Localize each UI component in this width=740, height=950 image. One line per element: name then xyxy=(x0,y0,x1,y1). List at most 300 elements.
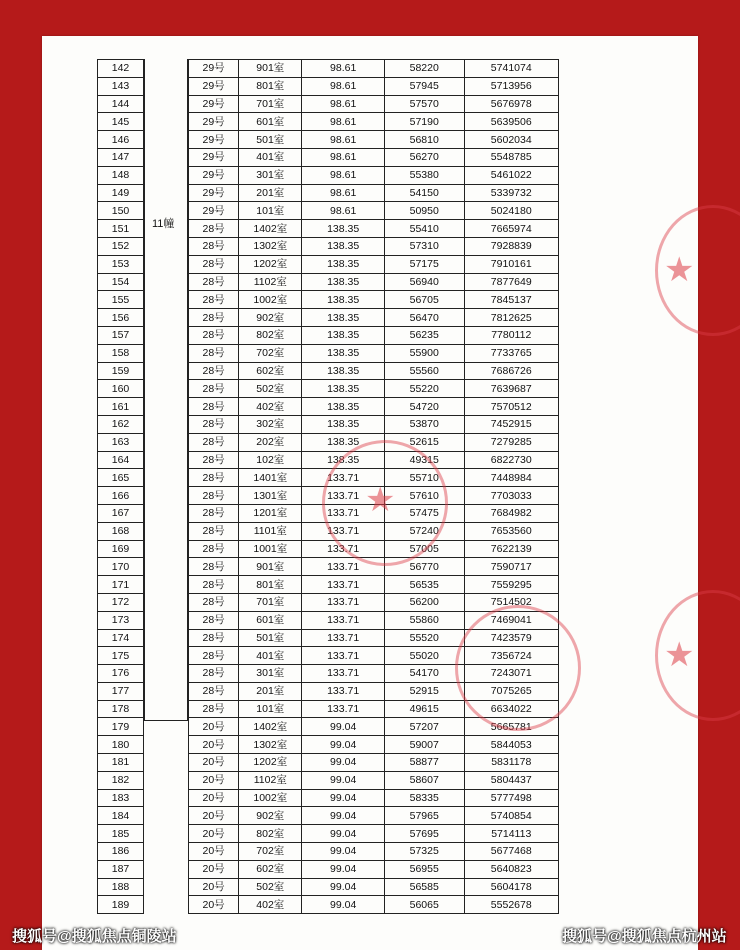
unit-cell: 29号 xyxy=(189,202,239,220)
area-cell: 133.71 xyxy=(302,540,385,558)
table-row xyxy=(98,807,144,825)
room-cell: 1101室 xyxy=(239,522,302,540)
room-cell: 802室 xyxy=(239,326,302,344)
seq-cell: 146 xyxy=(98,131,144,149)
room-cell: 801室 xyxy=(239,576,302,594)
room-cell: 702室 xyxy=(239,843,302,861)
unit-cell: 29号 xyxy=(189,77,239,95)
seq-cell: 189 xyxy=(98,896,144,914)
room-cell: 1302室 xyxy=(239,736,302,754)
total-price-cell: 6822730 xyxy=(464,451,559,469)
unit-cell: 28号 xyxy=(189,326,239,344)
total-price-cell: 7812625 xyxy=(464,309,559,327)
unit-price-cell: 57310 xyxy=(384,237,464,255)
seq-cell: 187 xyxy=(98,860,144,878)
table-row xyxy=(98,754,144,772)
room-cell: 201室 xyxy=(239,184,302,202)
total-price-cell: 7279285 xyxy=(464,433,559,451)
table-row xyxy=(98,77,144,95)
unit-cell: 28号 xyxy=(189,273,239,291)
unit-cell: 28号 xyxy=(189,237,239,255)
table-row xyxy=(189,380,559,398)
room-cell: 1302室 xyxy=(239,237,302,255)
total-price-cell: 7780112 xyxy=(464,326,559,344)
total-price-cell: 7684982 xyxy=(464,504,559,522)
unit-cell: 28号 xyxy=(189,451,239,469)
room-cell: 502室 xyxy=(239,380,302,398)
seq-cell: 172 xyxy=(98,593,144,611)
seq-cell: 159 xyxy=(98,362,144,380)
unit-cell: 28号 xyxy=(189,540,239,558)
area-cell: 99.04 xyxy=(302,754,385,772)
room-cell: 1002室 xyxy=(239,291,302,309)
seq-cell: 175 xyxy=(98,647,144,665)
area-cell: 133.71 xyxy=(302,665,385,683)
table-row xyxy=(98,273,144,291)
table-row xyxy=(98,255,144,273)
table-row xyxy=(189,754,559,772)
seq-cell: 155 xyxy=(98,291,144,309)
table-row xyxy=(189,237,559,255)
area-cell: 99.04 xyxy=(302,860,385,878)
unit-cell: 20号 xyxy=(189,807,239,825)
table-row xyxy=(98,220,144,238)
unit-cell: 28号 xyxy=(189,291,239,309)
seq-cell: 144 xyxy=(98,95,144,113)
area-cell: 98.61 xyxy=(302,60,385,78)
room-cell: 1202室 xyxy=(239,255,302,273)
area-cell: 133.71 xyxy=(302,682,385,700)
table-row xyxy=(98,682,144,700)
total-price-cell: 5804437 xyxy=(464,771,559,789)
table-row xyxy=(189,166,559,184)
area-cell: 99.04 xyxy=(302,896,385,914)
table-row xyxy=(98,291,144,309)
table-row xyxy=(98,344,144,362)
seq-cell: 165 xyxy=(98,469,144,487)
seq-cell: 188 xyxy=(98,878,144,896)
unit-cell: 29号 xyxy=(189,113,239,131)
unit-price-cell: 57005 xyxy=(384,540,464,558)
total-price-cell: 5602034 xyxy=(464,131,559,149)
table-row xyxy=(98,202,144,220)
unit-cell: 20号 xyxy=(189,860,239,878)
total-price-cell: 7356724 xyxy=(464,647,559,665)
area-cell: 133.71 xyxy=(302,522,385,540)
room-cell: 101室 xyxy=(239,700,302,718)
table-row xyxy=(189,220,559,238)
area-cell: 133.71 xyxy=(302,558,385,576)
table-row xyxy=(98,665,144,683)
total-price-cell: 7928839 xyxy=(464,237,559,255)
area-cell: 138.35 xyxy=(302,433,385,451)
unit-price-cell: 58607 xyxy=(384,771,464,789)
table-row xyxy=(98,95,144,113)
unit-cell: 28号 xyxy=(189,487,239,505)
room-cell: 501室 xyxy=(239,629,302,647)
unit-cell: 28号 xyxy=(189,415,239,433)
area-cell: 133.71 xyxy=(302,647,385,665)
area-cell: 138.35 xyxy=(302,220,385,238)
table-row xyxy=(189,771,559,789)
total-price-cell: 7452915 xyxy=(464,415,559,433)
room-cell: 501室 xyxy=(239,131,302,149)
unit-price-cell: 57207 xyxy=(384,718,464,736)
unit-cell: 28号 xyxy=(189,398,239,416)
table-row xyxy=(98,860,144,878)
room-cell: 502室 xyxy=(239,878,302,896)
area-cell: 133.71 xyxy=(302,593,385,611)
seq-cell: 160 xyxy=(98,380,144,398)
seq-cell: 163 xyxy=(98,433,144,451)
room-cell: 101室 xyxy=(239,202,302,220)
seq-cell: 157 xyxy=(98,326,144,344)
official-seal xyxy=(455,605,581,731)
total-price-cell: 5024180 xyxy=(464,202,559,220)
unit-cell: 28号 xyxy=(189,255,239,273)
total-price-cell: 6634022 xyxy=(464,700,559,718)
unit-price-cell: 55220 xyxy=(384,380,464,398)
table-row xyxy=(98,433,144,451)
room-cell: 201室 xyxy=(239,682,302,700)
area-cell: 138.35 xyxy=(302,309,385,327)
total-price-cell: 5741074 xyxy=(464,60,559,78)
unit-cell: 20号 xyxy=(189,771,239,789)
table-row xyxy=(189,878,559,896)
unit-cell: 28号 xyxy=(189,558,239,576)
unit-cell: 28号 xyxy=(189,647,239,665)
seq-cell: 150 xyxy=(98,202,144,220)
unit-cell: 20号 xyxy=(189,825,239,843)
unit-price-cell: 49615 xyxy=(384,700,464,718)
table-row xyxy=(98,237,144,255)
official-seal-partial: ★ xyxy=(655,205,740,336)
seq-cell: 142 xyxy=(98,60,144,78)
area-cell: 138.35 xyxy=(302,326,385,344)
total-price-cell: 7910161 xyxy=(464,255,559,273)
unit-cell: 28号 xyxy=(189,682,239,700)
table-row xyxy=(98,771,144,789)
total-price-cell: 5604178 xyxy=(464,878,559,896)
unit-cell: 28号 xyxy=(189,576,239,594)
room-cell: 901室 xyxy=(239,558,302,576)
unit-price-cell: 56065 xyxy=(384,896,464,914)
unit-price-cell: 55380 xyxy=(384,166,464,184)
table-row xyxy=(98,398,144,416)
area-cell: 98.61 xyxy=(302,148,385,166)
seq-cell: 151 xyxy=(98,220,144,238)
seq-cell: 167 xyxy=(98,504,144,522)
room-cell: 901室 xyxy=(239,60,302,78)
unit-price-cell: 56705 xyxy=(384,291,464,309)
unit-price-cell: 56955 xyxy=(384,860,464,878)
table-row xyxy=(189,131,559,149)
table-row xyxy=(98,843,144,861)
unit-price-cell: 57240 xyxy=(384,522,464,540)
total-price-cell: 7653560 xyxy=(464,522,559,540)
total-price-cell: 7877649 xyxy=(464,273,559,291)
table-row xyxy=(189,807,559,825)
seq-cell: 152 xyxy=(98,237,144,255)
area-cell: 98.61 xyxy=(302,202,385,220)
seq-cell: 168 xyxy=(98,522,144,540)
official-seal-partial: ★ xyxy=(655,590,740,721)
total-price-cell: 5844053 xyxy=(464,736,559,754)
seq-cell: 143 xyxy=(98,77,144,95)
table-row xyxy=(98,825,144,843)
unit-cell: 28号 xyxy=(189,380,239,398)
total-price-cell: 7703033 xyxy=(464,487,559,505)
unit-cell: 29号 xyxy=(189,95,239,113)
unit-price-cell: 56235 xyxy=(384,326,464,344)
unit-price-cell: 56770 xyxy=(384,558,464,576)
seq-cell: 169 xyxy=(98,540,144,558)
table-row xyxy=(189,825,559,843)
unit-cell: 20号 xyxy=(189,718,239,736)
table-row xyxy=(98,700,144,718)
room-cell: 1102室 xyxy=(239,273,302,291)
seq-cell: 180 xyxy=(98,736,144,754)
room-cell: 602室 xyxy=(239,362,302,380)
total-price-cell: 5639506 xyxy=(464,113,559,131)
unit-cell: 28号 xyxy=(189,362,239,380)
seq-cell: 148 xyxy=(98,166,144,184)
total-price-cell: 7423579 xyxy=(464,629,559,647)
unit-price-cell: 58335 xyxy=(384,789,464,807)
area-cell: 99.04 xyxy=(302,878,385,896)
area-cell: 99.04 xyxy=(302,771,385,789)
unit-cell: 28号 xyxy=(189,700,239,718)
unit-cell: 29号 xyxy=(189,184,239,202)
area-cell: 138.35 xyxy=(302,398,385,416)
table-row xyxy=(98,469,144,487)
unit-cell: 20号 xyxy=(189,896,239,914)
unit-cell: 28号 xyxy=(189,504,239,522)
table-row xyxy=(189,202,559,220)
room-cell: 902室 xyxy=(239,309,302,327)
total-price-cell: 7845137 xyxy=(464,291,559,309)
table-row xyxy=(98,504,144,522)
total-price-cell: 5777498 xyxy=(464,789,559,807)
unit-cell: 28号 xyxy=(189,665,239,683)
table-row xyxy=(98,60,144,78)
unit-price-cell: 55900 xyxy=(384,344,464,362)
table-row xyxy=(98,309,144,327)
unit-price-cell: 56810 xyxy=(384,131,464,149)
unit-price-cell: 52915 xyxy=(384,682,464,700)
unit-cell: 29号 xyxy=(189,166,239,184)
seq-cell: 162 xyxy=(98,415,144,433)
table-row xyxy=(189,326,559,344)
room-cell: 601室 xyxy=(239,113,302,131)
unit-cell: 28号 xyxy=(189,469,239,487)
room-cell: 601室 xyxy=(239,611,302,629)
area-cell: 99.04 xyxy=(302,825,385,843)
seq-cell: 184 xyxy=(98,807,144,825)
seq-cell: 145 xyxy=(98,113,144,131)
area-cell: 138.35 xyxy=(302,380,385,398)
table-row xyxy=(98,736,144,754)
unit-cell: 28号 xyxy=(189,344,239,362)
seq-cell: 179 xyxy=(98,718,144,736)
seq-cell: 170 xyxy=(98,558,144,576)
room-cell: 1102室 xyxy=(239,771,302,789)
room-cell: 1401室 xyxy=(239,469,302,487)
total-price-cell: 7448984 xyxy=(464,469,559,487)
table-row xyxy=(98,326,144,344)
area-cell: 98.61 xyxy=(302,131,385,149)
total-price-cell: 7469041 xyxy=(464,611,559,629)
room-cell: 401室 xyxy=(239,148,302,166)
seq-cell: 158 xyxy=(98,344,144,362)
unit-cell: 28号 xyxy=(189,220,239,238)
room-cell: 602室 xyxy=(239,860,302,878)
table-row xyxy=(189,184,559,202)
unit-cell: 20号 xyxy=(189,754,239,772)
building-label: 11幢 xyxy=(152,218,175,230)
table-row xyxy=(189,60,559,78)
watermark-left: 搜狐号@搜狐焦点铜陵站 xyxy=(12,928,177,945)
table-row xyxy=(189,344,559,362)
seq-cell: 173 xyxy=(98,611,144,629)
unit-price-cell: 56940 xyxy=(384,273,464,291)
unit-price-cell: 55520 xyxy=(384,629,464,647)
unit-cell: 29号 xyxy=(189,131,239,149)
table-row xyxy=(189,789,559,807)
room-cell: 402室 xyxy=(239,398,302,416)
unit-price-cell: 57325 xyxy=(384,843,464,861)
room-cell: 1301室 xyxy=(239,487,302,505)
seq-cell: 147 xyxy=(98,148,144,166)
total-price-cell: 5740854 xyxy=(464,807,559,825)
unit-price-cell: 54170 xyxy=(384,665,464,683)
unit-price-cell: 56535 xyxy=(384,576,464,594)
unit-price-cell: 56270 xyxy=(384,148,464,166)
area-cell: 133.71 xyxy=(302,504,385,522)
unit-cell: 28号 xyxy=(189,611,239,629)
table-row xyxy=(98,451,144,469)
room-cell: 302室 xyxy=(239,415,302,433)
unit-price-cell: 58877 xyxy=(384,754,464,772)
unit-price-cell: 59007 xyxy=(384,736,464,754)
seq-cell: 183 xyxy=(98,789,144,807)
unit-price-cell: 55860 xyxy=(384,611,464,629)
area-cell: 98.61 xyxy=(302,77,385,95)
room-cell: 301室 xyxy=(239,166,302,184)
sequence-column xyxy=(97,59,144,914)
area-cell: 99.04 xyxy=(302,789,385,807)
total-price-cell: 7665974 xyxy=(464,220,559,238)
seq-cell: 186 xyxy=(98,843,144,861)
area-cell: 138.35 xyxy=(302,273,385,291)
table-row xyxy=(98,647,144,665)
table-row xyxy=(189,415,559,433)
room-cell: 702室 xyxy=(239,344,302,362)
room-cell: 402室 xyxy=(239,896,302,914)
table-row xyxy=(98,789,144,807)
total-price-cell: 7514502 xyxy=(464,593,559,611)
unit-cell: 28号 xyxy=(189,309,239,327)
table-row xyxy=(98,166,144,184)
seq-cell: 185 xyxy=(98,825,144,843)
area-cell: 133.71 xyxy=(302,611,385,629)
room-cell: 701室 xyxy=(239,95,302,113)
table-row xyxy=(189,77,559,95)
room-cell: 1002室 xyxy=(239,789,302,807)
table-row xyxy=(189,255,559,273)
total-price-cell: 7559295 xyxy=(464,576,559,594)
seq-cell: 153 xyxy=(98,255,144,273)
room-cell: 701室 xyxy=(239,593,302,611)
table-row xyxy=(189,113,559,131)
unit-cell: 29号 xyxy=(189,148,239,166)
table-row xyxy=(98,878,144,896)
room-cell: 401室 xyxy=(239,647,302,665)
total-price-cell: 5339732 xyxy=(464,184,559,202)
unit-cell: 28号 xyxy=(189,629,239,647)
total-price-cell: 7622139 xyxy=(464,540,559,558)
total-price-cell: 7590717 xyxy=(464,558,559,576)
seq-cell: 178 xyxy=(98,700,144,718)
area-cell: 133.71 xyxy=(302,629,385,647)
total-price-cell: 5461022 xyxy=(464,166,559,184)
table-row xyxy=(98,415,144,433)
unit-price-cell: 52615 xyxy=(384,433,464,451)
unit-price-cell: 54720 xyxy=(384,398,464,416)
area-cell: 98.61 xyxy=(302,166,385,184)
area-cell: 138.35 xyxy=(302,344,385,362)
table-row xyxy=(98,540,144,558)
unit-price-cell: 57570 xyxy=(384,95,464,113)
total-price-cell: 5665781 xyxy=(464,718,559,736)
area-cell: 133.71 xyxy=(302,576,385,594)
unit-price-cell: 55020 xyxy=(384,647,464,665)
total-price-cell: 7733765 xyxy=(464,344,559,362)
table-row xyxy=(98,593,144,611)
table-row xyxy=(98,131,144,149)
table-row xyxy=(189,860,559,878)
table-row xyxy=(98,362,144,380)
unit-cell: 28号 xyxy=(189,433,239,451)
unit-price-cell: 57190 xyxy=(384,113,464,131)
table-row xyxy=(189,398,559,416)
seq-cell: 174 xyxy=(98,629,144,647)
room-cell: 1001室 xyxy=(239,540,302,558)
area-cell: 98.61 xyxy=(302,95,385,113)
table-row xyxy=(189,309,559,327)
watermark-right: 搜狐号@搜狐焦点杭州站 xyxy=(562,928,727,945)
table-row xyxy=(189,843,559,861)
unit-price-cell: 54150 xyxy=(384,184,464,202)
table-row xyxy=(98,896,144,914)
table-row xyxy=(98,184,144,202)
room-cell: 801室 xyxy=(239,77,302,95)
table-row xyxy=(98,629,144,647)
seq-cell: 182 xyxy=(98,771,144,789)
unit-price-cell: 56470 xyxy=(384,309,464,327)
unit-price-cell: 57945 xyxy=(384,77,464,95)
table-row xyxy=(189,576,559,594)
table-row xyxy=(98,487,144,505)
unit-price-cell: 56585 xyxy=(384,878,464,896)
area-cell: 99.04 xyxy=(302,736,385,754)
total-price-cell: 7686726 xyxy=(464,362,559,380)
room-cell: 802室 xyxy=(239,825,302,843)
table-row xyxy=(189,148,559,166)
area-cell: 133.71 xyxy=(302,487,385,505)
table-row xyxy=(98,718,144,736)
unit-price-cell: 57965 xyxy=(384,807,464,825)
